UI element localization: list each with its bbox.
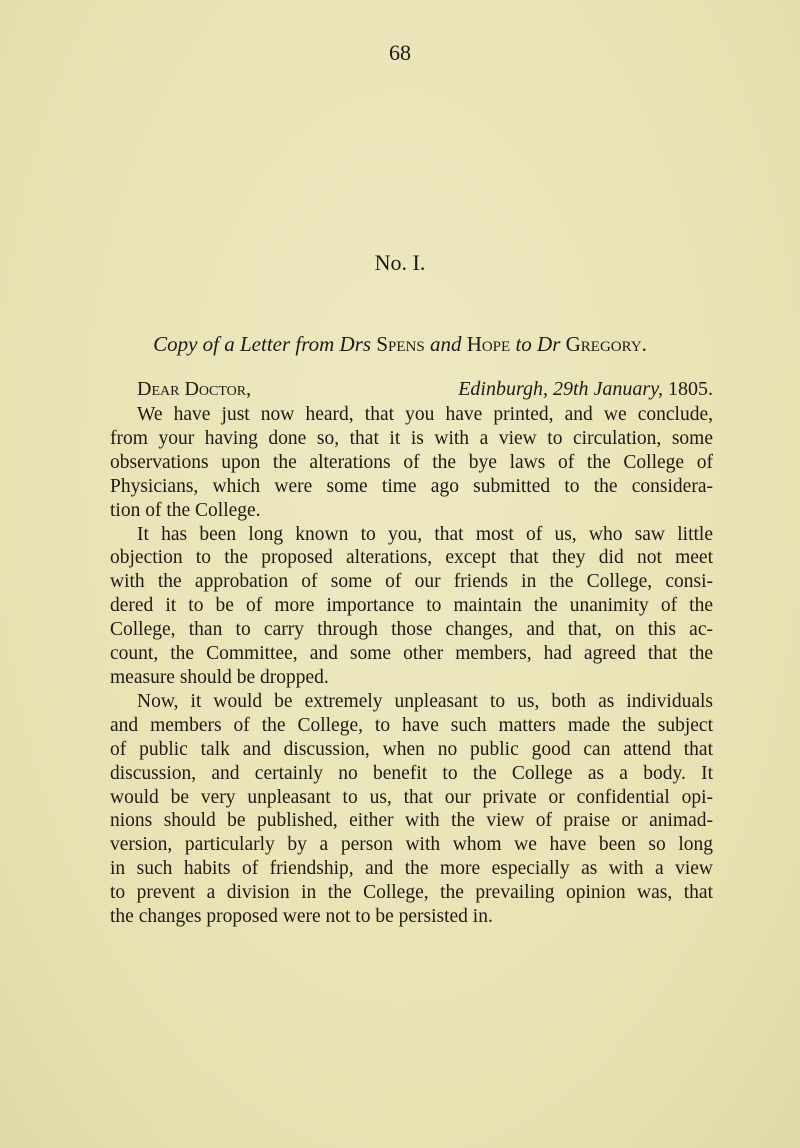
salutation-line	[137, 378, 713, 401]
text-line: objection to the proposed alterations, except that they did not meet	[110, 547, 713, 569]
dateline-year: 1805.	[668, 378, 713, 400]
text-line: in such habits of friendship, and the more especially as with a view	[110, 858, 713, 880]
title-name-hope: Hope	[466, 332, 511, 356]
text-line: College, than to carry through those changes, and that, on this ac-	[110, 619, 713, 641]
text-line: nions should be published, either with the view of praise or animad-	[110, 810, 713, 832]
text-line: of public talk and discussion, when no public good can attend that	[110, 738, 713, 760]
text-line: the changes proposed were not to be persisted in.	[110, 906, 493, 928]
dateline	[458, 378, 713, 401]
title-name-gregory: Gregory.	[565, 332, 647, 356]
text-line: We have just now heard, that you have printed, and we conclude,	[137, 404, 713, 425]
text-line: discussion, and certainly no benefit to the College as a body. It	[110, 762, 713, 784]
text-line: count, the Committee, and some other members, had agreed that the	[110, 643, 713, 665]
text-line: measure should be dropped.	[110, 666, 329, 688]
title-text: Copy of a Letter from Drs	[153, 332, 377, 356]
page-number: 68	[389, 40, 411, 65]
letter-body	[110, 403, 713, 929]
text-line: tion of the College.	[110, 499, 261, 521]
text-line: and members of the College, to have such matters made the subject	[110, 714, 713, 736]
text-line: to prevent a division in the College, the prevailing opinion was, that	[110, 882, 713, 904]
section-number: No. I.	[374, 250, 426, 275]
title-text: to Dr	[510, 332, 566, 356]
title-text: and	[424, 332, 467, 356]
text-line: Physicians, which were some time ago submitted to the considera-	[110, 475, 713, 497]
text-line: version, particularly by a person with whom we have been so long	[110, 834, 713, 856]
salutation: Dear Doctor,	[137, 378, 252, 400]
text-line: observations upon the alterations of the bye laws of the College of	[110, 451, 713, 473]
text-line: dered it to be of more importance to maintain the unanimity of the	[110, 595, 713, 617]
dateline-place: Edinburgh, 29th January,	[458, 378, 668, 400]
letter-title	[0, 332, 800, 357]
text-line: It has been long known to you, that most of us, who saw little	[137, 523, 713, 545]
text-line: would be very unpleasant to us, that our private or confidential opi-	[110, 786, 713, 808]
text-line: from your having done so, that it is with a view to circulation, some	[110, 427, 713, 449]
title-name-spens: Spens	[376, 332, 425, 356]
text-line: Now, it would be extremely unpleasant to us, both as individuals	[137, 690, 713, 712]
text-line: with the approbation of some of our friends in the College, consi-	[110, 571, 713, 593]
